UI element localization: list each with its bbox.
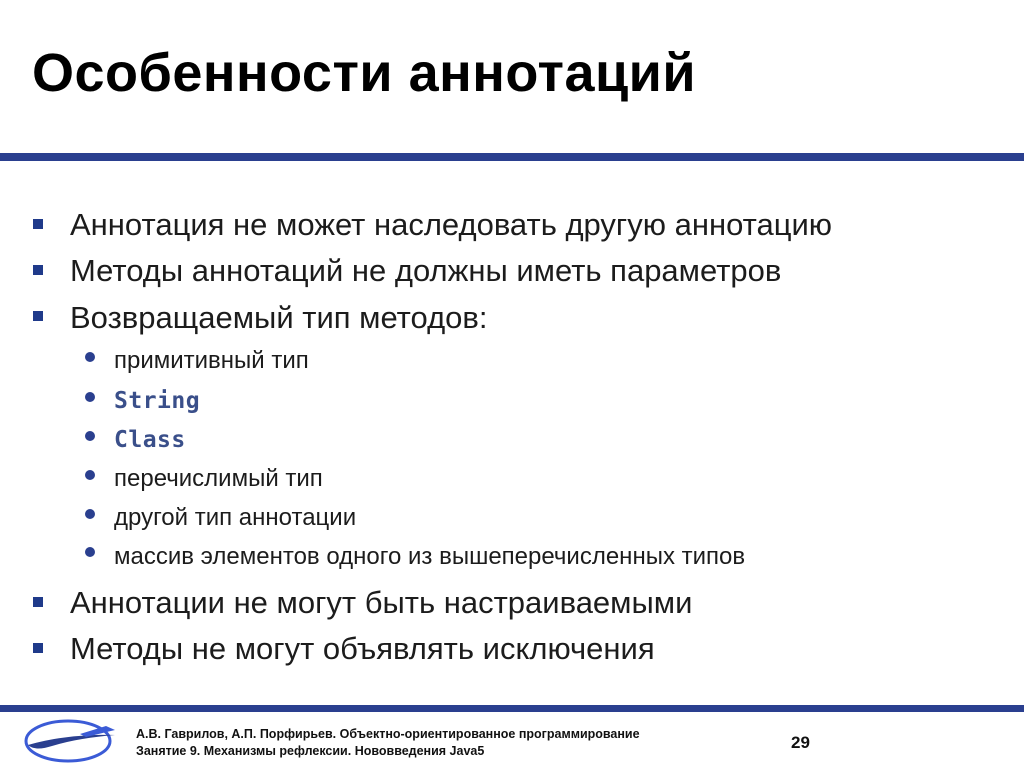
- bullet-item: Аннотация не может наследовать другую аннотацию: [70, 207, 833, 242]
- sub-bullet-item: String: [114, 388, 201, 414]
- bullet-item: Возвращаемый тип методов:: [70, 300, 488, 335]
- bullet-item: Аннотации не могут быть настраиваемыми: [70, 585, 693, 620]
- square-bullet-icon: [33, 311, 43, 321]
- footer-divider: [0, 705, 1024, 712]
- round-bullet-icon: [85, 431, 95, 441]
- round-bullet-icon: [85, 392, 95, 402]
- footer-lesson: Занятие 9. Механизмы рефлексии. Нововведения Java5: [136, 744, 485, 758]
- round-bullet-icon: [85, 509, 95, 519]
- bullet-item: Методы аннотаций не должны иметь параметров: [70, 253, 782, 288]
- sub-bullet-item: Class: [114, 427, 186, 453]
- footer-authors-course: А.В. Гаврилов, А.П. Порфирьев. Объектно-ориентированное программирование: [136, 727, 640, 741]
- sub-bullet-item: перечислимый тип: [114, 465, 323, 492]
- bullet-item: Методы не могут объявлять исключения: [70, 631, 655, 666]
- round-bullet-icon: [85, 547, 95, 557]
- sub-bullet-item: другой тип аннотации: [114, 504, 357, 531]
- square-bullet-icon: [33, 597, 43, 607]
- square-bullet-icon: [33, 219, 43, 229]
- round-bullet-icon: [85, 470, 95, 480]
- round-bullet-icon: [85, 352, 95, 362]
- university-logo-icon: [22, 716, 118, 766]
- square-bullet-icon: [33, 265, 43, 275]
- page-number: 29: [791, 733, 810, 752]
- slide-title: Особенности аннотаций: [32, 43, 697, 103]
- sub-bullet-item: примитивный тип: [114, 347, 309, 374]
- sub-bullet-item: массив элементов одного из вышеперечисленных типов: [114, 543, 746, 570]
- square-bullet-icon: [33, 643, 43, 653]
